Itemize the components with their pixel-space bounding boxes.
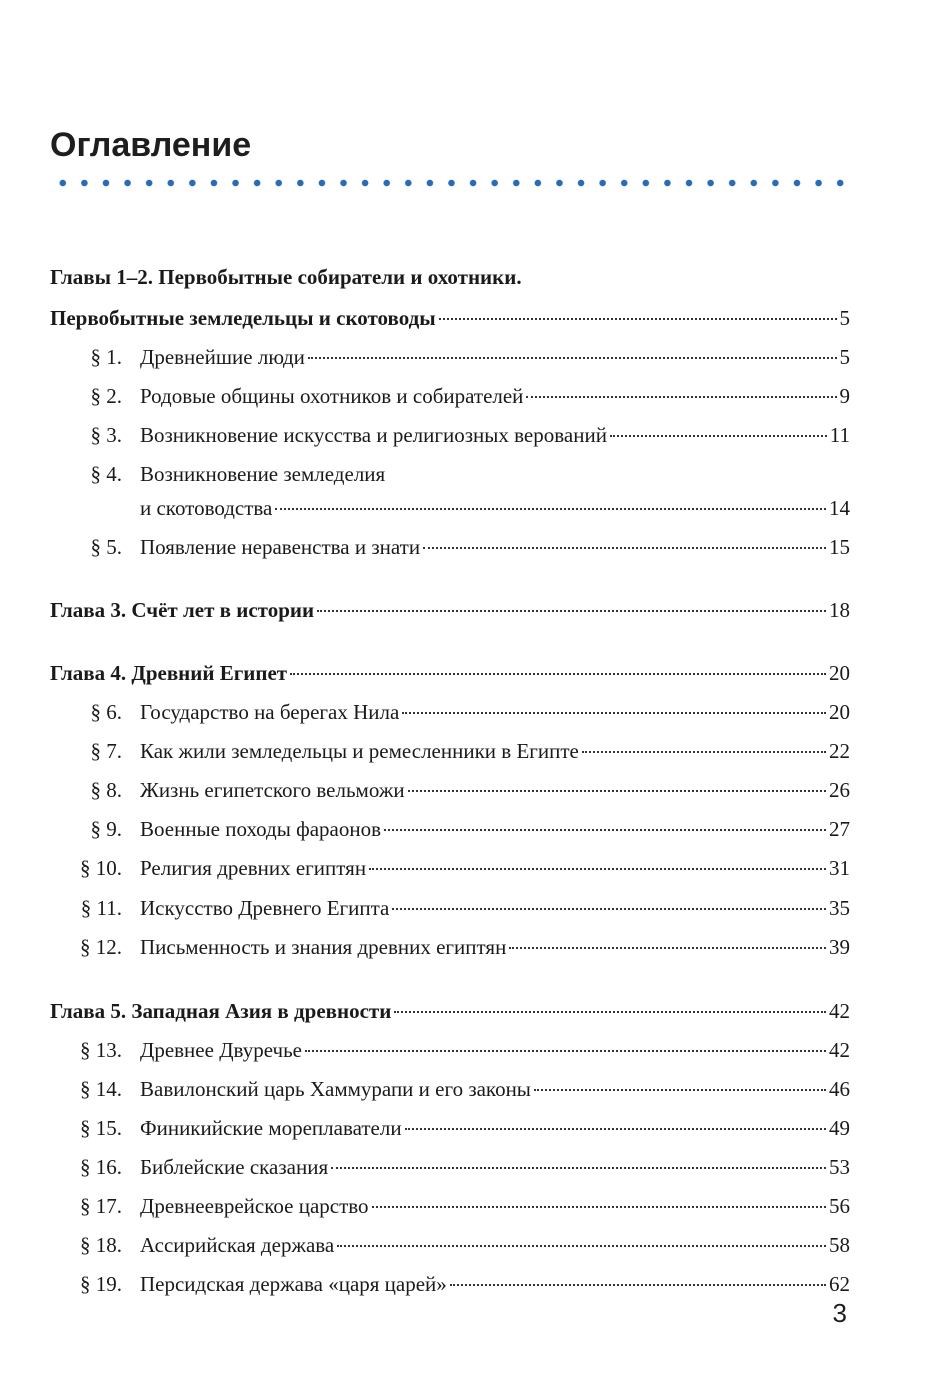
section-number: § 8. (90, 778, 122, 802)
section-number: § 7. (90, 739, 122, 763)
dot-leader (509, 947, 826, 949)
toc-page-number: 56 (829, 1194, 850, 1218)
section-number: § 13. (80, 1038, 122, 1062)
toc-page-number: 31 (829, 856, 850, 880)
toc-chapter-4[interactable] (50, 659, 850, 687)
dot-leader (534, 1089, 826, 1091)
toc-page-number: 20 (829, 661, 850, 685)
dot-leader (331, 1167, 826, 1169)
toc-entry-p15[interactable] (50, 1114, 850, 1142)
toc-page-number: 15 (829, 535, 850, 559)
dot-leader (405, 1128, 826, 1130)
dot-leader (610, 435, 827, 437)
section-title: Родовые общины охотников и собирателей (140, 384, 524, 408)
toc-page-number: 42 (829, 1038, 850, 1062)
dot-leader (450, 1284, 826, 1286)
toc-entry-p17[interactable] (50, 1192, 850, 1220)
section-title: Жизнь египетского вельможи (140, 778, 405, 802)
toc-entry-p10[interactable] (50, 854, 850, 882)
dot-leader (408, 790, 826, 792)
toc-entry-p6[interactable] (50, 698, 850, 726)
toc-page-number: 62 (829, 1272, 850, 1296)
dot-leader (308, 357, 837, 359)
toc-chapter-5[interactable] (50, 997, 850, 1025)
toc-entry-p2[interactable] (50, 382, 850, 410)
section-number: § 2. (90, 384, 122, 408)
section-number: § 6. (90, 700, 122, 724)
page-number: 3 (832, 1298, 847, 1328)
dot-leader (305, 1050, 826, 1052)
dot-leader (369, 868, 826, 870)
toc-chapter-title: Глава 5. Западная Азия в древности (50, 999, 392, 1023)
dot-leader (317, 610, 826, 612)
toc-page-number: 9 (839, 384, 850, 408)
toc-page-number: 53 (829, 1155, 850, 1179)
toc-chapter-3[interactable] (50, 596, 850, 624)
section-number: § 4. (90, 462, 122, 486)
dot-leader (439, 318, 837, 320)
toc-entry-p11[interactable] (50, 894, 850, 922)
section-title: Возникновение искусства и религиозных верований (140, 423, 607, 447)
section-title: Религия древних египтян (140, 856, 367, 880)
toc-chapter-1-2[interactable] (50, 304, 850, 332)
section-title: Персидская держава «царя царей» (140, 1272, 447, 1296)
toc-entry-p16[interactable] (50, 1153, 850, 1181)
toc-entry-p3[interactable] (50, 421, 850, 449)
section-number: § 17. (80, 1194, 122, 1218)
section-title: Появление неравенства и знати (140, 535, 421, 559)
toc-page-number: 49 (829, 1116, 850, 1140)
section-title: Вавилонский царь Хаммурапи и его законы (140, 1077, 531, 1101)
toc-entry-p13[interactable] (50, 1036, 850, 1064)
toc-chapter-1-2-line1[interactable] (50, 263, 850, 291)
section-number: § 5. (90, 535, 122, 559)
toc-entry-p1[interactable] (50, 343, 850, 371)
section-title: Древнейшие люди (140, 345, 305, 369)
section-number: § 11. (80, 896, 122, 920)
section-number: § 16. (80, 1155, 122, 1179)
dot-leader (384, 829, 826, 831)
section-title: Ассирийская держава (140, 1233, 335, 1257)
section-number: § 9. (90, 817, 122, 841)
section-title: Возникновение земледелия (140, 462, 386, 486)
toc-page-number: 22 (829, 739, 850, 763)
section-number: § 3. (90, 423, 122, 447)
dot-leader (275, 508, 826, 510)
section-title: Государство на берегах Нила (140, 700, 400, 724)
toc-page-number: 5 (839, 306, 850, 330)
toc-page-number: 11 (829, 423, 850, 447)
toc-entry-p7[interactable] (50, 737, 850, 765)
section-title: Древнееврейское царство (140, 1194, 369, 1218)
section-number: § 14. (80, 1077, 122, 1101)
toc-page-number: 39 (829, 935, 850, 959)
toc-page-number: 26 (829, 778, 850, 802)
toc-entry-p4[interactable] (50, 494, 850, 522)
section-title: Финикийские мореплаватели (140, 1116, 402, 1140)
toc-entry-p4-line1[interactable] (50, 460, 850, 488)
dot-leader (392, 908, 826, 910)
section-title: Как жили земледельцы и ремесленники в Египте (140, 739, 579, 763)
dot-leader (372, 1206, 826, 1208)
toc-page-number: 18 (829, 598, 850, 622)
toc-chapter-title: Глава 4. Древний Египет (50, 661, 288, 685)
page-heading: Оглавление (50, 126, 252, 164)
section-number: § 10. (80, 856, 122, 880)
dot-leader (582, 751, 826, 753)
toc-page-number: 42 (829, 999, 850, 1023)
section-title: Древнее Двуречье (140, 1038, 302, 1062)
toc-entry-p19[interactable] (50, 1270, 850, 1298)
section-number: § 12. (80, 935, 122, 959)
dot-leader (423, 547, 826, 549)
toc-chapter-title: Первобытные земледельцы и скотоводы (50, 306, 436, 330)
dot-leader (402, 712, 826, 714)
section-number: § 1. (90, 345, 122, 369)
section-title: Военные походы фараонов (140, 817, 381, 841)
toc-entry-p18[interactable] (50, 1231, 850, 1259)
dot-leader (394, 1011, 826, 1013)
toc-entry-p8[interactable] (50, 776, 850, 804)
dot-leader (526, 396, 836, 398)
dot-leader (337, 1245, 826, 1247)
toc-chapter-title: Главы 1–2. Первобытные собиратели и охотники. (50, 265, 522, 289)
toc-page-number: 46 (829, 1077, 850, 1101)
section-number: § 15. (80, 1116, 122, 1140)
toc-entry-p5[interactable] (50, 533, 850, 561)
dot-leader (290, 673, 826, 675)
section-number: § 18. (80, 1233, 122, 1257)
toc-entry-p9[interactable] (50, 815, 850, 843)
toc-page-number: 5 (839, 345, 850, 369)
section-number: § 19. (80, 1272, 122, 1296)
section-title: и скотоводства (140, 496, 273, 520)
toc-chapter-title: Глава 3. Счёт лет в истории (50, 598, 315, 622)
section-title: Библейские сказания (140, 1155, 329, 1179)
section-title: Искусство Древнего Египта (140, 896, 390, 920)
toc-page-number: 14 (829, 496, 850, 520)
toc-page-number: 20 (829, 700, 850, 724)
toc-page-number: 58 (829, 1233, 850, 1257)
toc-entry-p12[interactable] (50, 933, 850, 961)
toc-page-number: 35 (829, 896, 850, 920)
section-title: Письменность и знания древних египтян (140, 935, 507, 959)
toc-entry-p14[interactable] (50, 1075, 850, 1103)
toc-page-number: 27 (829, 817, 850, 841)
